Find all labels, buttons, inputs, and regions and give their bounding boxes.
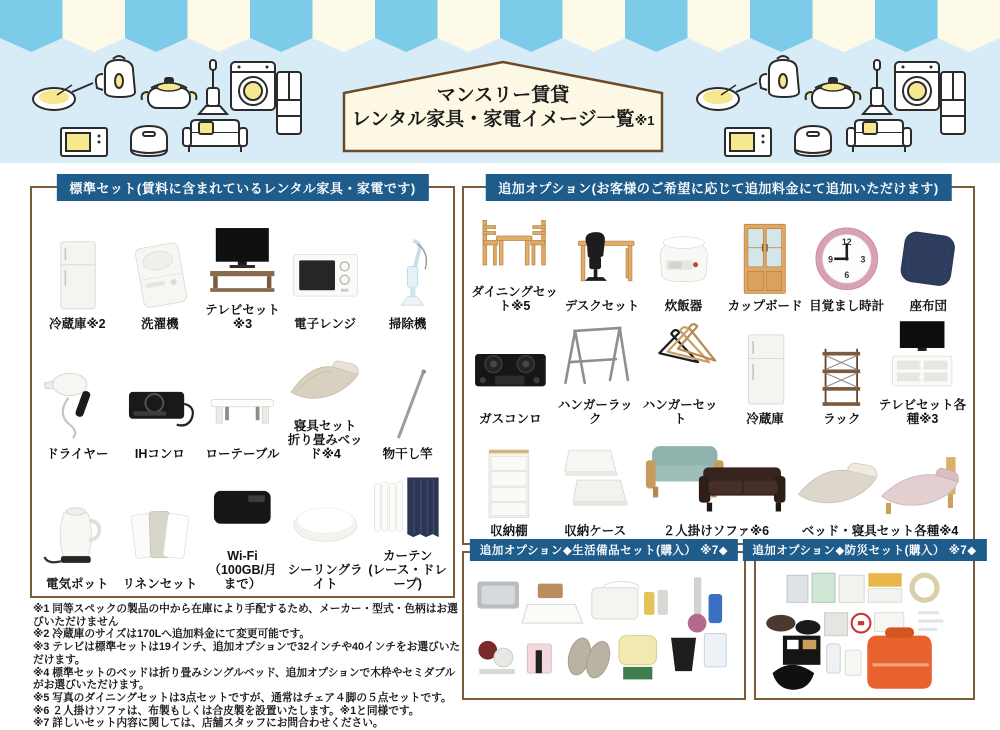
fridge-image xyxy=(38,204,117,315)
storage-shelf-image xyxy=(470,429,548,522)
product-label: ローテーブル xyxy=(206,445,280,464)
product-label: ハンガーセット xyxy=(640,396,721,429)
product-label: ダイニングセット※5 xyxy=(470,283,559,316)
product-item xyxy=(119,204,202,334)
product-label: 目覚まし時計 xyxy=(809,297,884,316)
kettle-icon xyxy=(96,56,135,97)
product-item xyxy=(791,429,969,541)
disaster-kit-box xyxy=(754,551,975,700)
product-label: 座布団 xyxy=(909,297,947,316)
stick-vacuum-icon xyxy=(863,60,891,114)
life-goods-image xyxy=(468,569,740,694)
page-title xyxy=(342,84,664,133)
product-label: テレビセット各種※3 xyxy=(878,396,967,429)
sofa-icon xyxy=(847,120,911,152)
product-label: 収納棚 xyxy=(490,522,528,541)
product-item xyxy=(553,316,638,428)
sofa-icon xyxy=(183,120,247,152)
linen-set-image xyxy=(121,464,200,575)
rice-cooker-icon xyxy=(795,126,831,156)
fridge-image xyxy=(725,316,806,409)
product-label: IHコンロ xyxy=(135,445,185,464)
kettle-icon xyxy=(760,56,799,97)
pot-icon xyxy=(142,78,197,108)
product-label: 寝具セット 折り畳みベッド※4 xyxy=(286,417,365,464)
option-panel xyxy=(462,186,975,545)
svg-text:3: 3 xyxy=(860,254,865,264)
gas-stove-image xyxy=(470,316,551,409)
product-item xyxy=(807,316,876,428)
standard-set-grid xyxy=(32,188,453,596)
product-item xyxy=(806,204,888,316)
product-label: Wi-Fi （100GB/月まで） xyxy=(203,547,282,594)
product-item xyxy=(561,204,643,316)
product-item xyxy=(284,464,367,594)
life-goods-header: 追加オプション◆生活備品セット(購入） ※7◆ xyxy=(470,539,738,561)
product-label: 冷蔵庫※2 xyxy=(49,315,106,334)
curtain-image xyxy=(368,464,447,547)
footnote: ※1 同等スペックの製品の中から在庫により手配するため、メーカー・型式・色柄はお選びいただけません xyxy=(33,603,465,628)
footnote: ※2 冷蔵庫のサイズは170Lへ追加料金にて変更可能です。 xyxy=(33,628,465,641)
footnote: ※6 ２人掛けソファは、布製もしくは合皮製を設置いたします。※1と同様です。 xyxy=(33,705,465,718)
product-row xyxy=(36,204,449,334)
hanger-rack-image xyxy=(555,316,636,395)
footnotes xyxy=(33,603,465,730)
wifi-router-image xyxy=(203,464,282,547)
svg-text:12: 12 xyxy=(842,237,852,247)
product-item xyxy=(468,204,561,316)
product-row xyxy=(468,316,969,428)
product-label: ドライヤー xyxy=(46,445,108,464)
product-item xyxy=(366,464,449,594)
product-item xyxy=(643,204,725,316)
product-item xyxy=(201,204,284,334)
footnote: ※4 標準セットのベッドは折り畳みシングルベッド、追加オプションで木枠やセミダブルがお選びいただけます。 xyxy=(33,667,465,692)
cupboard-image xyxy=(726,204,804,297)
low-table-image xyxy=(203,334,282,445)
title-banner xyxy=(342,60,664,153)
product-label: 電子レンジ xyxy=(294,315,356,334)
desk-set-image xyxy=(563,204,641,297)
product-item xyxy=(887,204,969,316)
product-item xyxy=(468,316,553,428)
ceiling-light-image xyxy=(286,464,365,561)
microwave-icon xyxy=(61,128,107,156)
footnote: ※7 詳しいセット内容に関しては、店舗スタッフにお問合わせください。 xyxy=(33,717,465,730)
french-door-fridge-icon xyxy=(941,72,965,134)
tv-set-image xyxy=(203,204,282,301)
product-label: ガスコンロ xyxy=(479,410,542,429)
product-row xyxy=(36,464,449,594)
standard-set-header: 標準セット(賃料に含まれているレンタル家具・家電です) xyxy=(56,174,428,201)
product-label: 物干し竿 xyxy=(383,445,433,464)
dining-set-image xyxy=(470,204,559,283)
svg-text:9: 9 xyxy=(828,254,833,264)
product-label: ２人掛けソファ※6 xyxy=(663,522,769,541)
product-label: 洗濯機 xyxy=(141,315,179,334)
product-label: カーテン (レース・ドレープ) xyxy=(368,547,447,594)
electric-pot-image xyxy=(38,464,117,575)
product-item xyxy=(201,334,284,464)
product-label: 収納ケース xyxy=(564,522,626,541)
microwave-icon xyxy=(725,128,771,156)
appliance-decor-right xyxy=(691,52,967,162)
product-item xyxy=(119,464,202,594)
awning-stripes xyxy=(0,0,1000,52)
bed-sets-image xyxy=(793,429,967,522)
rice-cooker-icon xyxy=(131,126,167,156)
storage-case-image xyxy=(552,429,639,522)
frying-pan-icon xyxy=(697,83,757,110)
page-title-line1: マンスリー賃貸 xyxy=(342,84,664,108)
hair-dryer-image xyxy=(38,334,117,445)
page-title-line2: レンタル家具・家電イメージ一覧※1 xyxy=(342,108,664,133)
product-label: テレビセット※3 xyxy=(203,301,282,334)
ih-stove-image xyxy=(121,334,200,445)
product-item xyxy=(366,204,449,334)
product-label: ベッド・寝具セット各種※4 xyxy=(802,522,959,541)
drum-washer-icon xyxy=(895,62,939,110)
microwave-image xyxy=(286,204,365,315)
product-item xyxy=(119,334,202,464)
drum-washer-icon xyxy=(231,62,275,110)
product-label: 炊飯器 xyxy=(665,297,703,316)
appliance-decor-left xyxy=(27,52,303,162)
footnote: ※3 テレビは標準セットは19インチ、追加オプションで32インチや40インチをお選びいただけます。 xyxy=(33,641,465,666)
laundry-pole-image xyxy=(368,334,447,445)
option-header: 追加オプション(お客様のご希望に応じて追加料金にて追加いただけます) xyxy=(485,174,952,201)
footnote: ※5 写真のダイニングセットは3点セットですが、通常はチェア４脚の５点セットです。 xyxy=(33,692,465,705)
product-label: 掃除機 xyxy=(389,315,427,334)
product-row xyxy=(468,429,969,541)
product-label: 電気ポット xyxy=(46,575,109,594)
life-goods-box xyxy=(462,551,746,700)
product-item xyxy=(284,334,367,464)
disaster-kit-header: 追加オプション◆防災セット(購入） ※7◆ xyxy=(742,539,986,561)
product-label: ハンガーラック xyxy=(555,396,636,429)
frying-pan-icon xyxy=(33,83,93,110)
product-item xyxy=(201,464,284,594)
product-label: ラック xyxy=(823,410,860,429)
option-grid xyxy=(464,188,973,543)
pot-icon xyxy=(806,78,861,108)
product-label: 冷蔵庫 xyxy=(746,410,784,429)
disaster-kit-image xyxy=(760,569,969,694)
rice-cooker-image xyxy=(645,204,723,297)
product-item xyxy=(876,316,969,428)
product-item xyxy=(723,316,808,428)
standard-set-panel xyxy=(30,186,455,598)
floor-cushion-image xyxy=(889,204,967,297)
product-row xyxy=(36,334,449,464)
product-item xyxy=(638,316,723,428)
tv-various-image xyxy=(878,316,967,395)
stick-vacuum-image xyxy=(368,204,447,315)
sofa-two-seat-image xyxy=(643,429,789,522)
shelf-rack-image xyxy=(809,316,874,409)
hanger-set-image xyxy=(640,316,721,395)
alarm-clock-image xyxy=(808,204,886,297)
product-item xyxy=(468,429,550,541)
product-item xyxy=(36,204,119,334)
bedding-set-image xyxy=(286,334,365,417)
product-label: リネンセット xyxy=(123,575,198,594)
svg-text:6: 6 xyxy=(844,270,849,280)
product-label: デスクセット xyxy=(565,297,640,316)
product-item xyxy=(366,334,449,464)
product-item xyxy=(724,204,806,316)
product-item xyxy=(36,464,119,594)
product-item xyxy=(550,429,641,541)
product-label: シーリングライト xyxy=(286,561,365,594)
product-label: カップボード xyxy=(728,297,803,316)
stick-vacuum-icon xyxy=(199,60,227,114)
product-row xyxy=(468,204,969,316)
title-note: ※1 xyxy=(635,113,655,128)
product-item xyxy=(36,334,119,464)
product-item xyxy=(284,204,367,334)
washing-machine-image xyxy=(121,204,200,315)
product-item xyxy=(641,429,791,541)
french-door-fridge-icon xyxy=(277,72,301,134)
